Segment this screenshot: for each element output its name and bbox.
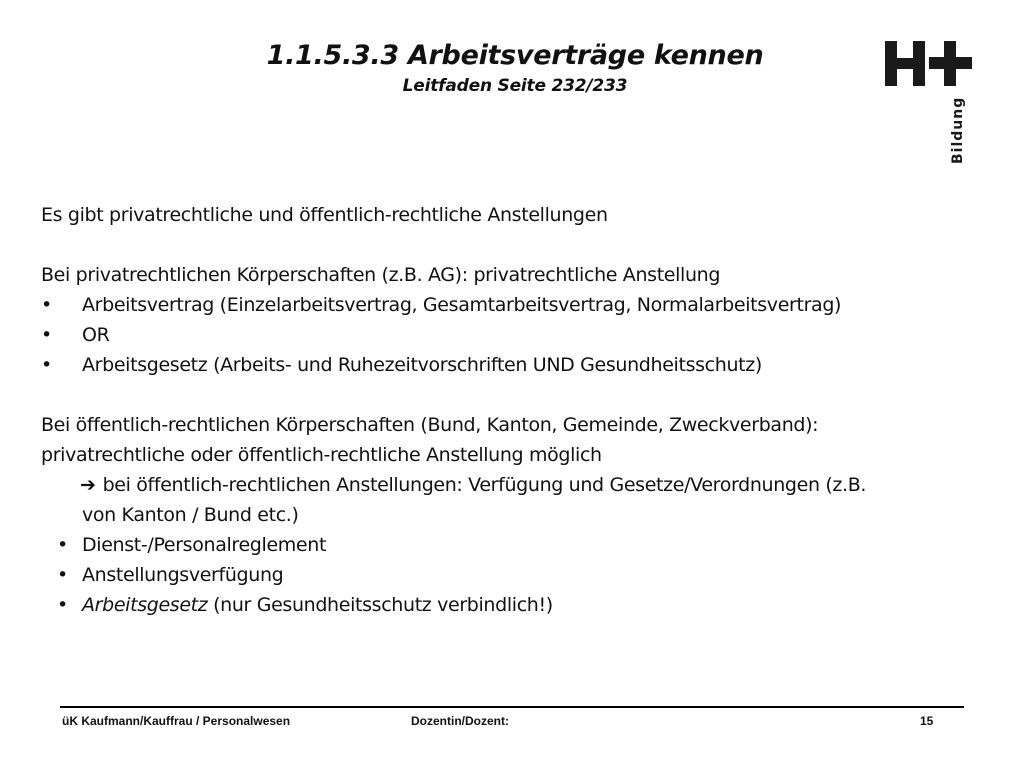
list-item bbox=[41, 530, 1001, 560]
public-heading-line1: Bei öffentlich-rechtlichen Körperschaften (Bund, Kanton, Gemeinde, Zweckverband): bbox=[41, 414, 819, 436]
spacer bbox=[41, 380, 1001, 410]
bullet-text bbox=[82, 590, 553, 620]
bullet-text: Arbeitsgesetz (Arbeits- und Ruhezeitvorschriften UND Gesundheitsschutz) bbox=[82, 354, 762, 376]
list-item bbox=[41, 290, 1001, 320]
bullet-mark: • bbox=[57, 594, 68, 616]
bullet-text: Dienst-/Personalreglement bbox=[82, 534, 327, 556]
list-item bbox=[41, 560, 1001, 590]
footer-course: üK Kaufmann/Kauffrau / Personalwesen bbox=[62, 714, 291, 728]
title-block bbox=[200, 38, 830, 98]
arrow-item-text: bei öffentlich-rechtlichen Anstellungen: Verfügung und Gesetze/Verordnungen (z.B. bbox=[102, 474, 867, 496]
footer-lecturer-label: Dozentin/Dozent: bbox=[411, 714, 509, 728]
footer-divider bbox=[60, 706, 964, 708]
bullet-mark: • bbox=[41, 354, 52, 376]
bullet-text: Arbeitsvertrag (Einzelarbeitsvertrag, Gesamtarbeitsvertrag, Normalarbeitsvertrag) bbox=[82, 294, 842, 316]
slide-title: 1.1.5.3.3 Arbeitsverträge kennen bbox=[266, 40, 764, 71]
bullet-text: OR bbox=[82, 324, 110, 346]
slide-subtitle: Leitfaden Seite 232/233 bbox=[402, 76, 628, 96]
intro-text: Es gibt privatrechtliche und öffentlich-rechtliche Anstellungen bbox=[41, 204, 608, 226]
bullet-mark: • bbox=[57, 564, 68, 586]
bullet-mark: • bbox=[57, 534, 68, 556]
slide-body bbox=[41, 200, 1001, 620]
public-heading-line2: privatrechtliche oder öffentlich-rechtliche Anstellung möglich bbox=[41, 444, 602, 466]
hplus-bildung-logo bbox=[880, 38, 980, 168]
list-item bbox=[41, 350, 1001, 380]
list-item bbox=[41, 320, 1001, 350]
bullet-text-rest: (nur Gesundheitsschutz verbindlich!) bbox=[207, 594, 553, 616]
logo-bildung-text: Bildung bbox=[950, 96, 966, 164]
spacer bbox=[41, 230, 1001, 260]
bullet-mark: • bbox=[41, 324, 52, 346]
bullet-text-italic: Arbeitsgesetz bbox=[82, 594, 208, 616]
footer-page-number: 15 bbox=[920, 714, 934, 728]
list-item bbox=[41, 590, 1001, 620]
arrow-item-continuation: von Kanton / Bund etc.) bbox=[82, 504, 299, 526]
arrow-right-icon: ➔ bbox=[80, 474, 96, 496]
bullet-mark: • bbox=[41, 294, 52, 316]
arrow-item bbox=[41, 470, 1001, 500]
private-heading: Bei privatrechtlichen Körperschaften (z.B. AG): privatrechtliche Anstellung bbox=[41, 264, 721, 286]
bullet-text: Anstellungsverfügung bbox=[82, 564, 284, 586]
